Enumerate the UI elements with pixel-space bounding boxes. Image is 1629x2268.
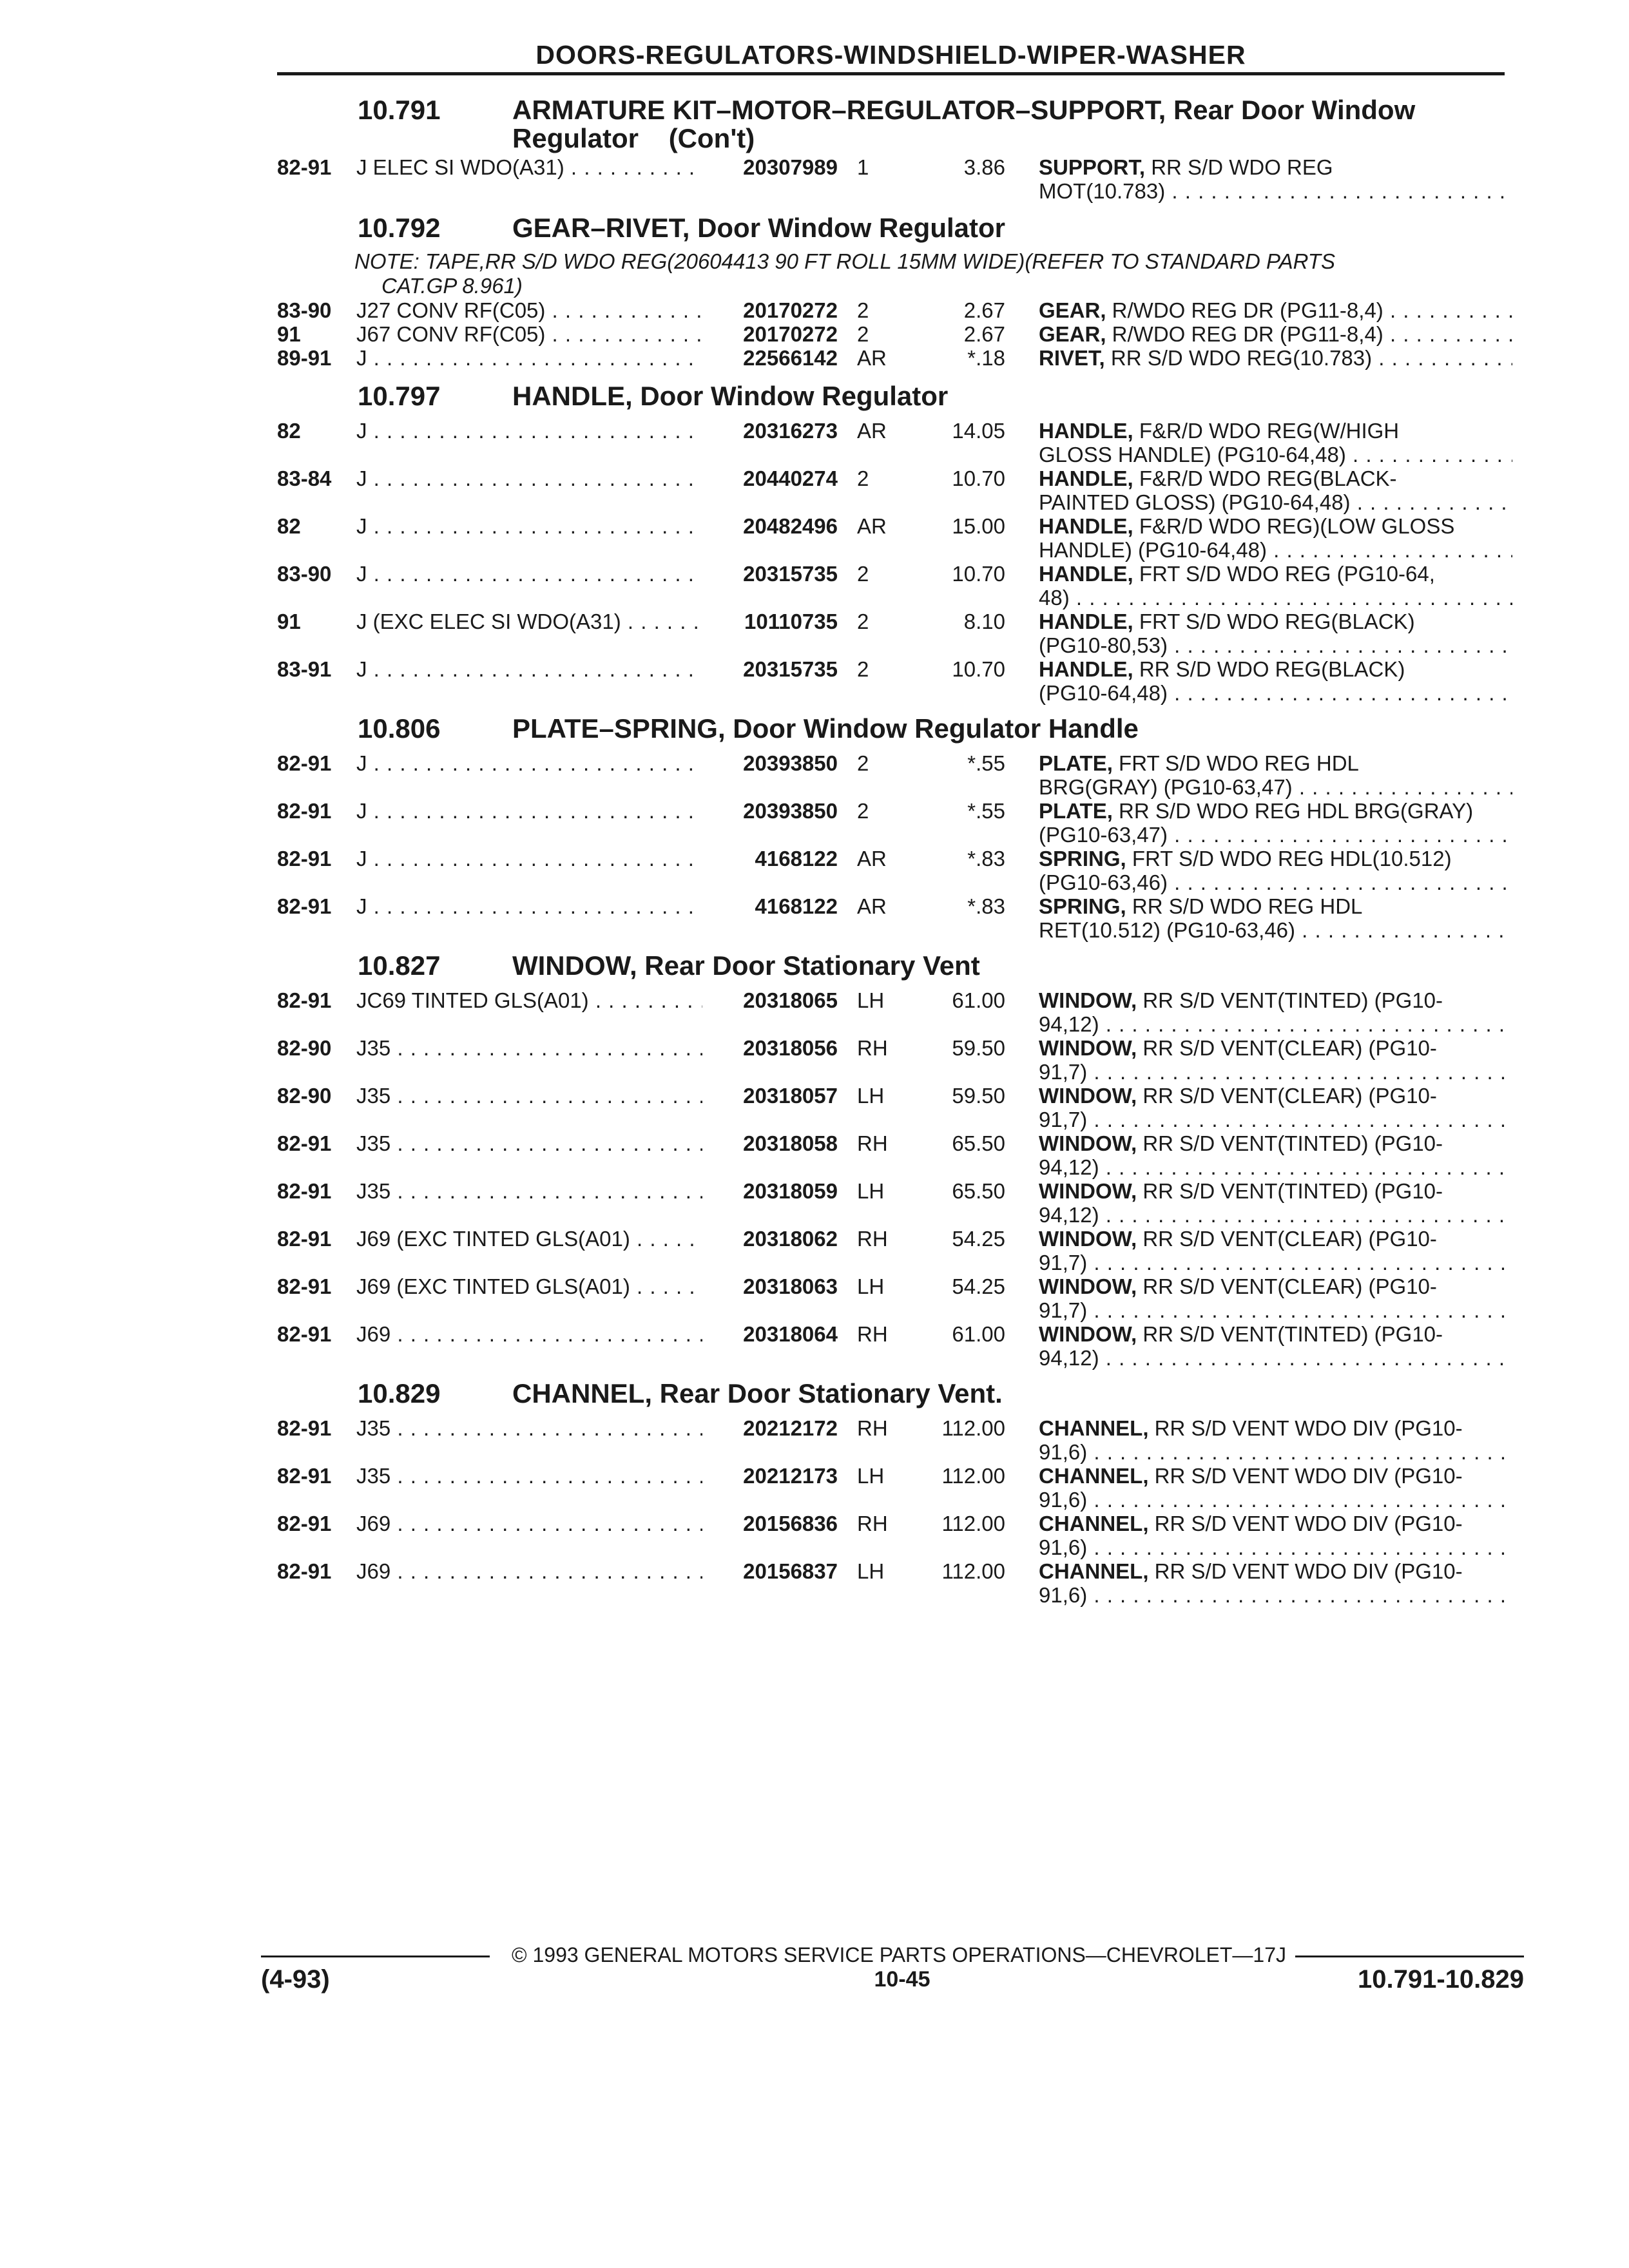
description-line-2: PAINTED GLOSS) (PG10-64,48) . . . (1039, 490, 1512, 514)
price: 54.25 (952, 1274, 1005, 1298)
model-years: 83-90 (277, 562, 332, 586)
description-keyword: CHANNEL, (1039, 1464, 1149, 1488)
model-years: 82-91 (277, 1131, 332, 1155)
description-line-2: MOT(10.783) . . . (1039, 179, 1512, 203)
model-years: 82-91 (277, 1559, 332, 1583)
model-years: 83-90 (277, 298, 332, 322)
part-number: 20318056 (743, 1036, 838, 1060)
section-number: 10.806 (358, 713, 441, 744)
quantity: RH (857, 1036, 888, 1060)
part-row (0, 1512, 1629, 1563)
price: 54.25 (952, 1227, 1005, 1251)
part-number: 20170272 (743, 322, 838, 346)
description-line-2: (PG10-80,53) . . . (1039, 633, 1512, 657)
part-row (0, 988, 1629, 1040)
description-line-2: 91,7) . . . (1039, 1251, 1512, 1274)
section-title: PLATE–SPRING, Door Window Regulator Handle (512, 713, 1139, 744)
description-line-2: HANDLE) (PG10-64,48) . . . (1039, 538, 1512, 562)
description-keyword: GEAR, (1039, 298, 1106, 322)
part-number: 20318059 (743, 1179, 838, 1203)
part-row (0, 1179, 1629, 1231)
description-keyword: HANDLE, (1039, 514, 1133, 538)
model-years: 82-91 (277, 155, 332, 179)
model-years: 91 (277, 322, 301, 346)
part-row (0, 751, 1629, 803)
price: 2.67 (963, 298, 1005, 322)
part-row (0, 562, 1629, 613)
description-keyword: SPRING, (1039, 847, 1126, 870)
description-line-1: FRT S/D WDO REG (PG10-64, (1133, 562, 1435, 586)
part-number: 20156837 (743, 1559, 838, 1583)
quantity: LH (857, 988, 885, 1012)
quantity: RH (857, 1131, 888, 1155)
description-keyword: WINDOW, (1039, 1274, 1137, 1298)
description-line-2: 91,6) . . . (1039, 1488, 1512, 1512)
price: 3.86 (963, 155, 1005, 179)
note-line-2: CAT.GP 8.961) (381, 274, 523, 298)
application: J . . . (356, 419, 702, 443)
part-row (0, 657, 1629, 709)
description-keyword: HANDLE, (1039, 657, 1133, 681)
description-keyword: PLATE, (1039, 751, 1113, 775)
description-line-1: RR S/D VENT(CLEAR) (PG10- (1137, 1274, 1437, 1298)
description-line-2: 91,7) . . . (1039, 1060, 1512, 1084)
description-line-1: RR S/D VENT WDO DIV (PG10- (1148, 1416, 1463, 1440)
description-keyword: WINDOW, (1039, 1084, 1137, 1108)
model-years: 82-91 (277, 847, 332, 870)
part-number: 20393850 (743, 799, 838, 823)
price: *.18 (967, 346, 1005, 370)
description-line-1: RR S/D WDO REG HDL (1126, 894, 1363, 918)
part-number: 20212173 (743, 1464, 838, 1488)
description-keyword: PLATE, (1039, 799, 1113, 823)
application: J35 . . . (356, 1084, 702, 1108)
quantity: AR (857, 514, 887, 538)
footer-section-range: 10.791-10.829 (1357, 1965, 1524, 1994)
description-line-1: RR S/D VENT(CLEAR) (PG10- (1137, 1084, 1437, 1108)
application: J35 . . . (356, 1416, 702, 1440)
description-keyword: SUPPORT, (1039, 155, 1146, 179)
part-row (0, 1227, 1629, 1278)
application: J . . . (356, 466, 702, 490)
quantity: RH (857, 1322, 888, 1346)
description-line-1: RR S/D VENT WDO DIV (PG10- (1148, 1512, 1463, 1535)
description-line-2: 94,12) . . . (1039, 1203, 1512, 1227)
application: J . . . (356, 894, 702, 918)
description-line-2: GLOSS HANDLE) (PG10-64,48) . . . (1039, 443, 1512, 466)
description-keyword: WINDOW, (1039, 988, 1137, 1012)
section-title: ARMATURE KIT–MOTOR–REGULATOR–SUPPORT, Rear Door Window (512, 95, 1416, 125)
section-note (354, 249, 1508, 298)
section-number: 10.791 (358, 95, 441, 125)
price: 61.00 (952, 1322, 1005, 1346)
description-line-1: FRT S/D WDO REG HDL(10.512) (1126, 847, 1452, 870)
description-keyword: HANDLE, (1039, 610, 1133, 633)
model-years: 82-91 (277, 751, 332, 775)
model-years: 82-91 (277, 1512, 332, 1535)
quantity: RH (857, 1227, 888, 1251)
part-number: 20315735 (743, 562, 838, 586)
description-line-1: F&R/D WDO REG)(LOW GLOSS (1133, 514, 1455, 538)
part-row (0, 1274, 1629, 1326)
application: J69 . . . (356, 1512, 702, 1535)
application: J . . . (356, 346, 702, 370)
part-row (0, 155, 1629, 207)
price: 112.00 (941, 1464, 1005, 1488)
model-years: 82 (277, 514, 301, 538)
part-row (0, 1322, 1629, 1374)
part-row (0, 419, 1629, 470)
description-keyword: WINDOW, (1039, 1322, 1137, 1346)
description-line-2: (PG10-63,47) . . . (1039, 823, 1512, 847)
description-line-1: F&R/D WDO REG(BLACK- (1133, 466, 1397, 490)
part-number: 20316273 (743, 419, 838, 443)
price: 10.70 (952, 657, 1005, 681)
description-keyword: WINDOW, (1039, 1036, 1137, 1060)
application: J69 (EXC TINTED GLS(A01) . . . (356, 1227, 702, 1251)
quantity: RH (857, 1512, 888, 1535)
description-line-2: (PG10-64,48) . . . (1039, 681, 1512, 705)
section-title: CHANNEL, Rear Door Stationary Vent. (512, 1378, 1003, 1408)
application: J ELEC SI WDO(A31) . . . (356, 155, 702, 179)
price: *.55 (967, 799, 1005, 823)
section-title: HANDLE, Door Window Regulator (512, 381, 949, 411)
description-line-1: FRT S/D WDO REG HDL (1112, 751, 1359, 775)
description-line-2: RET(10.512) (PG10-63,46) . . . (1039, 918, 1512, 942)
quantity: LH (857, 1084, 885, 1108)
application: J . . . (356, 847, 702, 870)
description-keyword: WINDOW, (1039, 1179, 1137, 1203)
part-row (0, 514, 1629, 566)
model-years: 83-91 (277, 657, 332, 681)
price: 59.50 (952, 1036, 1005, 1060)
price: 15.00 (952, 514, 1005, 538)
description-line-2: 91,6) . . . (1039, 1583, 1512, 1607)
model-years: 82-91 (277, 988, 332, 1012)
part-row (0, 1036, 1629, 1088)
price: 59.50 (952, 1084, 1005, 1108)
page-number: 10-45 (874, 1967, 930, 1992)
model-years: 82-90 (277, 1036, 332, 1060)
section-title: GEAR–RIVET, Door Window Regulator (512, 213, 1005, 243)
quantity: LH (857, 1559, 885, 1583)
part-number: 20318058 (743, 1131, 838, 1155)
description-line-1: RR S/D VENT WDO DIV (PG10- (1148, 1464, 1463, 1488)
model-years: 82-91 (277, 1322, 332, 1346)
quantity: LH (857, 1464, 885, 1488)
description-line-1: RR S/D VENT(TINTED) (PG10- (1137, 1179, 1443, 1203)
quantity: RH (857, 1416, 888, 1440)
quantity: 2 (857, 657, 869, 681)
description-line-1: RR S/D VENT(TINTED) (PG10- (1137, 988, 1443, 1012)
part-number: 20440274 (743, 466, 838, 490)
quantity: 2 (857, 322, 869, 346)
model-years: 82-90 (277, 1084, 332, 1108)
description-line-2: 48) . . . (1039, 586, 1512, 610)
part-row (0, 847, 1629, 898)
description-keyword: CHANNEL, (1039, 1416, 1149, 1440)
description-keyword: CHANNEL, (1039, 1512, 1149, 1535)
description-line-2: 94,12) . . . (1039, 1012, 1512, 1036)
part-number: 22566142 (743, 346, 838, 370)
page-header-title: DOORS-REGULATORS-WINDSHIELD-WIPER-WASHER (535, 40, 1246, 70)
part-number: 20156836 (743, 1512, 838, 1535)
application: J35 . . . (356, 1179, 702, 1203)
application: J35 . . . (356, 1036, 702, 1060)
part-number: 20318064 (743, 1322, 838, 1346)
part-number: 20318062 (743, 1227, 838, 1251)
application: JC69 TINTED GLS(A01) . . . (356, 988, 702, 1012)
section-number: 10.792 (358, 213, 441, 243)
part-number: 20307989 (743, 155, 838, 179)
description-keyword: GEAR, (1039, 322, 1106, 346)
part-row (0, 1559, 1629, 1611)
model-years: 82-91 (277, 894, 332, 918)
description-line-1: RR S/D VENT(CLEAR) (PG10- (1137, 1036, 1437, 1060)
part-row (0, 466, 1629, 518)
part-row (0, 1416, 1629, 1468)
part-number: 4168122 (755, 894, 838, 918)
description-line-2: 94,12) . . . (1039, 1346, 1512, 1370)
model-years: 82-91 (277, 799, 332, 823)
application: J67 CONV RF(C05) . . . (356, 322, 702, 346)
description-line-2: 91,6) . . . (1039, 1440, 1512, 1464)
footer-rule-right (1295, 1956, 1524, 1957)
description-line-1: RR S/D WDO REG (1145, 155, 1333, 179)
section-title: WINDOW, Rear Door Stationary Vent (512, 950, 980, 981)
header-rule (277, 72, 1505, 75)
model-years: 82-91 (277, 1274, 332, 1298)
application: J35 . . . (356, 1464, 702, 1488)
part-row (0, 894, 1629, 946)
price: 2.67 (963, 322, 1005, 346)
price: *.55 (967, 751, 1005, 775)
part-number: 20212172 (743, 1416, 838, 1440)
price: 14.05 (952, 419, 1005, 443)
description-line-2: 91,7) . . . (1039, 1298, 1512, 1322)
description-keyword: CHANNEL, (1039, 1559, 1149, 1583)
description-keyword: SPRING, (1039, 894, 1126, 918)
quantity: LH (857, 1179, 885, 1203)
description-keyword: HANDLE, (1039, 562, 1133, 586)
model-years: 83-84 (277, 466, 332, 490)
price: 65.50 (952, 1131, 1005, 1155)
price: 65.50 (952, 1179, 1005, 1203)
part-number: 20170272 (743, 298, 838, 322)
model-years: 89-91 (277, 346, 332, 370)
section-number: 10.797 (358, 381, 441, 411)
model-years: 82 (277, 419, 301, 443)
description-keyword: HANDLE, (1039, 466, 1133, 490)
description-line-2: 94,12) . . . (1039, 1155, 1512, 1179)
price: *.83 (967, 847, 1005, 870)
part-number: 20318057 (743, 1084, 838, 1108)
description-line-1: RR S/D VENT WDO DIV (PG10- (1148, 1559, 1463, 1583)
application: J69 . . . (356, 1322, 702, 1346)
application: J27 CONV RF(C05) . . . (356, 298, 702, 322)
price: 112.00 (941, 1559, 1005, 1583)
description-line-2: BRG(GRAY) (PG10-63,47) . . . (1039, 775, 1512, 799)
price: 10.70 (952, 562, 1005, 586)
quantity: 2 (857, 562, 869, 586)
application: J69 (EXC TINTED GLS(A01) . . . (356, 1274, 702, 1298)
quantity: 2 (857, 799, 869, 823)
part-number: 20318063 (743, 1274, 838, 1298)
part-row (0, 1464, 1629, 1515)
description-line-2: 91,6) . . . (1039, 1535, 1512, 1559)
description-line-2: (PG10-63,46) . . . (1039, 870, 1512, 894)
part-row (0, 799, 1629, 850)
application: J . . . (356, 657, 702, 681)
part-number: 20318065 (743, 988, 838, 1012)
description-line-1: R/WDO REG DR (PG11-8,4) (1106, 322, 1383, 346)
application: J35 . . . (356, 1131, 702, 1155)
model-years: 82-91 (277, 1464, 332, 1488)
description-keyword: WINDOW, (1039, 1131, 1137, 1155)
section-subtitle: Regulator (Con't) (512, 123, 755, 153)
model-years: 82-91 (277, 1179, 332, 1203)
application: J . . . (356, 799, 702, 823)
application: J (EXC ELEC SI WDO(A31) . . . (356, 610, 702, 633)
price: 8.10 (963, 610, 1005, 633)
part-row (0, 610, 1629, 661)
model-years: 82-91 (277, 1416, 332, 1440)
footer-date: (4-93) (261, 1965, 330, 1994)
quantity: AR (857, 847, 887, 870)
quantity: AR (857, 419, 887, 443)
price: *.83 (967, 894, 1005, 918)
part-number: 20482496 (743, 514, 838, 538)
description-keyword: WINDOW, (1039, 1227, 1137, 1251)
description-line-1: RR S/D VENT(TINTED) (PG10- (1137, 1322, 1443, 1346)
quantity: 2 (857, 751, 869, 775)
model-years: 91 (277, 610, 301, 633)
description-line-1: RR S/D VENT(TINTED) (PG10- (1137, 1131, 1443, 1155)
part-number: 10110735 (744, 610, 838, 633)
price: 61.00 (952, 988, 1005, 1012)
description-line-2: 91,7) . . . (1039, 1108, 1512, 1131)
quantity: AR (857, 346, 887, 370)
part-row (0, 1084, 1629, 1135)
footer-copyright: © 1993 GENERAL MOTORS SERVICE PARTS OPERATIONS—CHEVROLET—17J (512, 1943, 1286, 1966)
price: 112.00 (941, 1512, 1005, 1535)
quantity: AR (857, 894, 887, 918)
description-keyword: RIVET, (1039, 346, 1105, 370)
quantity: 1 (857, 155, 869, 179)
description-keyword: HANDLE, (1039, 419, 1133, 443)
description-line-1: RR S/D WDO REG(BLACK) (1133, 657, 1405, 681)
part-number: 20393850 (743, 751, 838, 775)
footer-rule-left (261, 1956, 490, 1957)
description-line-1: FRT S/D WDO REG(BLACK) (1133, 610, 1415, 633)
description-line-1: F&R/D WDO REG(W/HIGH (1133, 419, 1400, 443)
quantity: LH (857, 1274, 885, 1298)
application: J . . . (356, 751, 702, 775)
description-line-1: RR S/D WDO REG HDL BRG(GRAY) (1112, 799, 1474, 823)
quantity: 2 (857, 298, 869, 322)
description-line-1: R/WDO REG DR (PG11-8,4) (1106, 298, 1383, 322)
part-number: 20315735 (743, 657, 838, 681)
application: J . . . (356, 514, 702, 538)
model-years: 82-91 (277, 1227, 332, 1251)
description-line-1: RR S/D VENT(CLEAR) (PG10- (1137, 1227, 1437, 1251)
price: 10.70 (952, 466, 1005, 490)
note-line-1: NOTE: TAPE,RR S/D WDO REG(20604413 90 FT ROLL 15MM WIDE)(REFER TO STANDARD PARTS (354, 249, 1335, 273)
application: J69 . . . (356, 1559, 702, 1583)
price: 112.00 (941, 1416, 1005, 1440)
application: J . . . (356, 562, 702, 586)
section-number: 10.829 (358, 1378, 441, 1408)
part-number: 4168122 (755, 847, 838, 870)
description-line-1: RR S/D WDO REG(10.783) (1104, 346, 1373, 370)
quantity: 2 (857, 466, 869, 490)
quantity: 2 (857, 610, 869, 633)
section-number: 10.827 (358, 950, 441, 981)
part-row (0, 1131, 1629, 1183)
